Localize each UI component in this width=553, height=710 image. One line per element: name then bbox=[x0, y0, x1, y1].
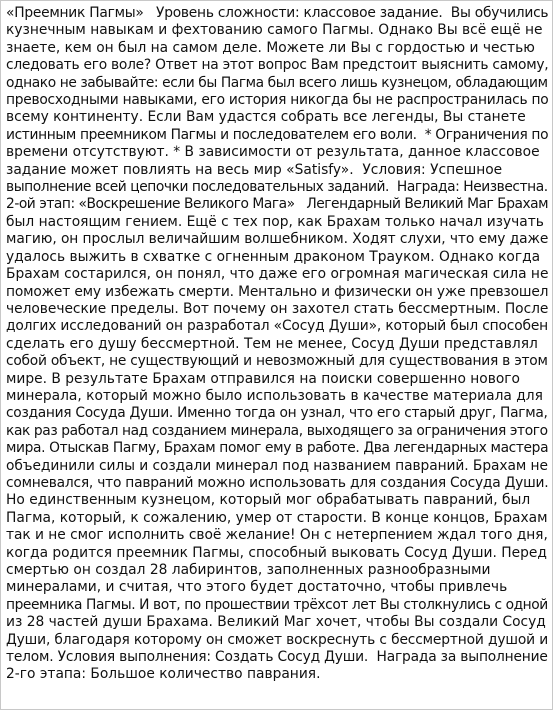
text-line: объединили силы и создали минерал под названием павраний. Брахам не bbox=[6, 457, 548, 474]
text-line: всему континенту. Если Вам удастся собрать все легенды, Вы станете bbox=[6, 109, 526, 126]
text-line: выполнение всей цепочки последовательных заданий. Награда: Неизвестна. bbox=[6, 179, 548, 196]
text-line: Брахам состарился, он понял, что даже его огромная магическая сила не bbox=[6, 266, 549, 283]
text-line: мира. Отыскав Пагму, Брахам помог ему в работе. Два легендарных мастера bbox=[6, 440, 549, 457]
text-line: «Преемник Пагмы» Уровень сложности: классовое задание. Вы обучились bbox=[6, 5, 549, 21]
text-line: сделать его душу бессмертной. Тем не менее, Сосуд Души представлял bbox=[6, 335, 538, 352]
text-line: минерала, который можно было использовать в качестве материала для bbox=[6, 387, 543, 404]
text-line: кузнечным навыкам и фехтованию самого Пагмы. Однако Вы всё ещё не bbox=[6, 22, 543, 39]
text-line: когда родится преемник Пагмы, способный выковать Сосуд Души. Перед bbox=[6, 544, 547, 561]
text-line: преемника Пагмы. И вот, по прошествии трёхсот лет Вы столкнулись с одной bbox=[6, 596, 548, 613]
text-line: как раз работал над созданием минерала, выходящего за ограничения этого bbox=[6, 422, 548, 439]
text-line: долгих исследований он разработал «Сосуд Души», который был способен bbox=[6, 318, 549, 335]
quest-description bbox=[1, 1, 552, 684]
text-line: минералами, и считая, что этого будет достаточно, чтобы привлечь bbox=[6, 579, 508, 596]
text-line: знаете, кем он был на самом деле. Можете ли Вы с гордостью и честью bbox=[6, 39, 535, 56]
text-line: магию, он прослыл величайшим волшебником. Ходят слухи, что ему даже bbox=[6, 231, 549, 248]
text-line: смертью он создал 28 лабиринтов, заполненных разнообразными bbox=[6, 562, 491, 578]
text-line: Пагма, который, к сожалению, умер от старости. В конце концов, Брахам bbox=[6, 509, 548, 526]
text-line: мире. В результате Брахам отправился на поиски совершенно нового bbox=[6, 370, 521, 387]
text-line: времени отсутствуют. * В зависимости от результата, данное классовое bbox=[6, 144, 540, 161]
text-line: телом. Условия выполнения: Создать Сосуд Души. Награда за выполнение bbox=[6, 649, 548, 666]
text-line: истинным преемником Пагмы и последователем его воли. * Ограничения по bbox=[6, 126, 549, 143]
text-line: превосходными навыками, его история никогда бы не распространилась по bbox=[6, 92, 549, 109]
text-line: 2-ой этап: «Воскрешение Великого Мага» Легендарный Великий Маг Брахам bbox=[6, 196, 549, 213]
text-line: следовать его воле? Ответ на этот вопрос Вам предстоит выяснить самому, bbox=[6, 57, 549, 74]
text-line: Но единственным кузнецом, который мог обрабатывать павраний, был bbox=[6, 492, 531, 509]
text-line: собой объект, не существующий и невозможный для существования в этом bbox=[6, 353, 548, 370]
text-line: поможет ему избежать смерти. Ментально и физически он уже превзошел bbox=[6, 283, 549, 300]
text-line: 2-го этапа: Большое количество паврания. bbox=[6, 666, 321, 683]
text-line: однако не забывайте: если бы Пагма был всего лишь кузнецом, обладающим bbox=[6, 74, 548, 91]
text-line: человеческие пределы. Вот почему он захотел стать бессмертным. После bbox=[6, 300, 549, 317]
text-line: был настоящим гением. Ещё с тех пор, как Брахам только начал изучать bbox=[6, 213, 544, 230]
text-line: так и не смог исполнить своё желание! Он с нетерпением ждал того дня, bbox=[6, 527, 548, 544]
text-line: удалось выжить в схватке с огненным драконом Трауком. Однако когда bbox=[6, 248, 541, 265]
text-line: создания Сосуда Души. Именно тогда он узнал, что его старый друг, Пагма, bbox=[6, 405, 548, 422]
text-line: сомневался, что павраний можно использовать для создания Сосуда Души. bbox=[6, 474, 549, 491]
text-line: из 28 частей души Брахама. Великий Маг хочет, чтобы Вы создали Сосуд bbox=[6, 614, 546, 631]
text-line: Души, благодаря которому он сможет воскреснуть с бессмертной душой и bbox=[6, 631, 549, 648]
text-line: задание может повлиять на весь мир «Satisfy». Условия: Успешное bbox=[6, 161, 503, 178]
